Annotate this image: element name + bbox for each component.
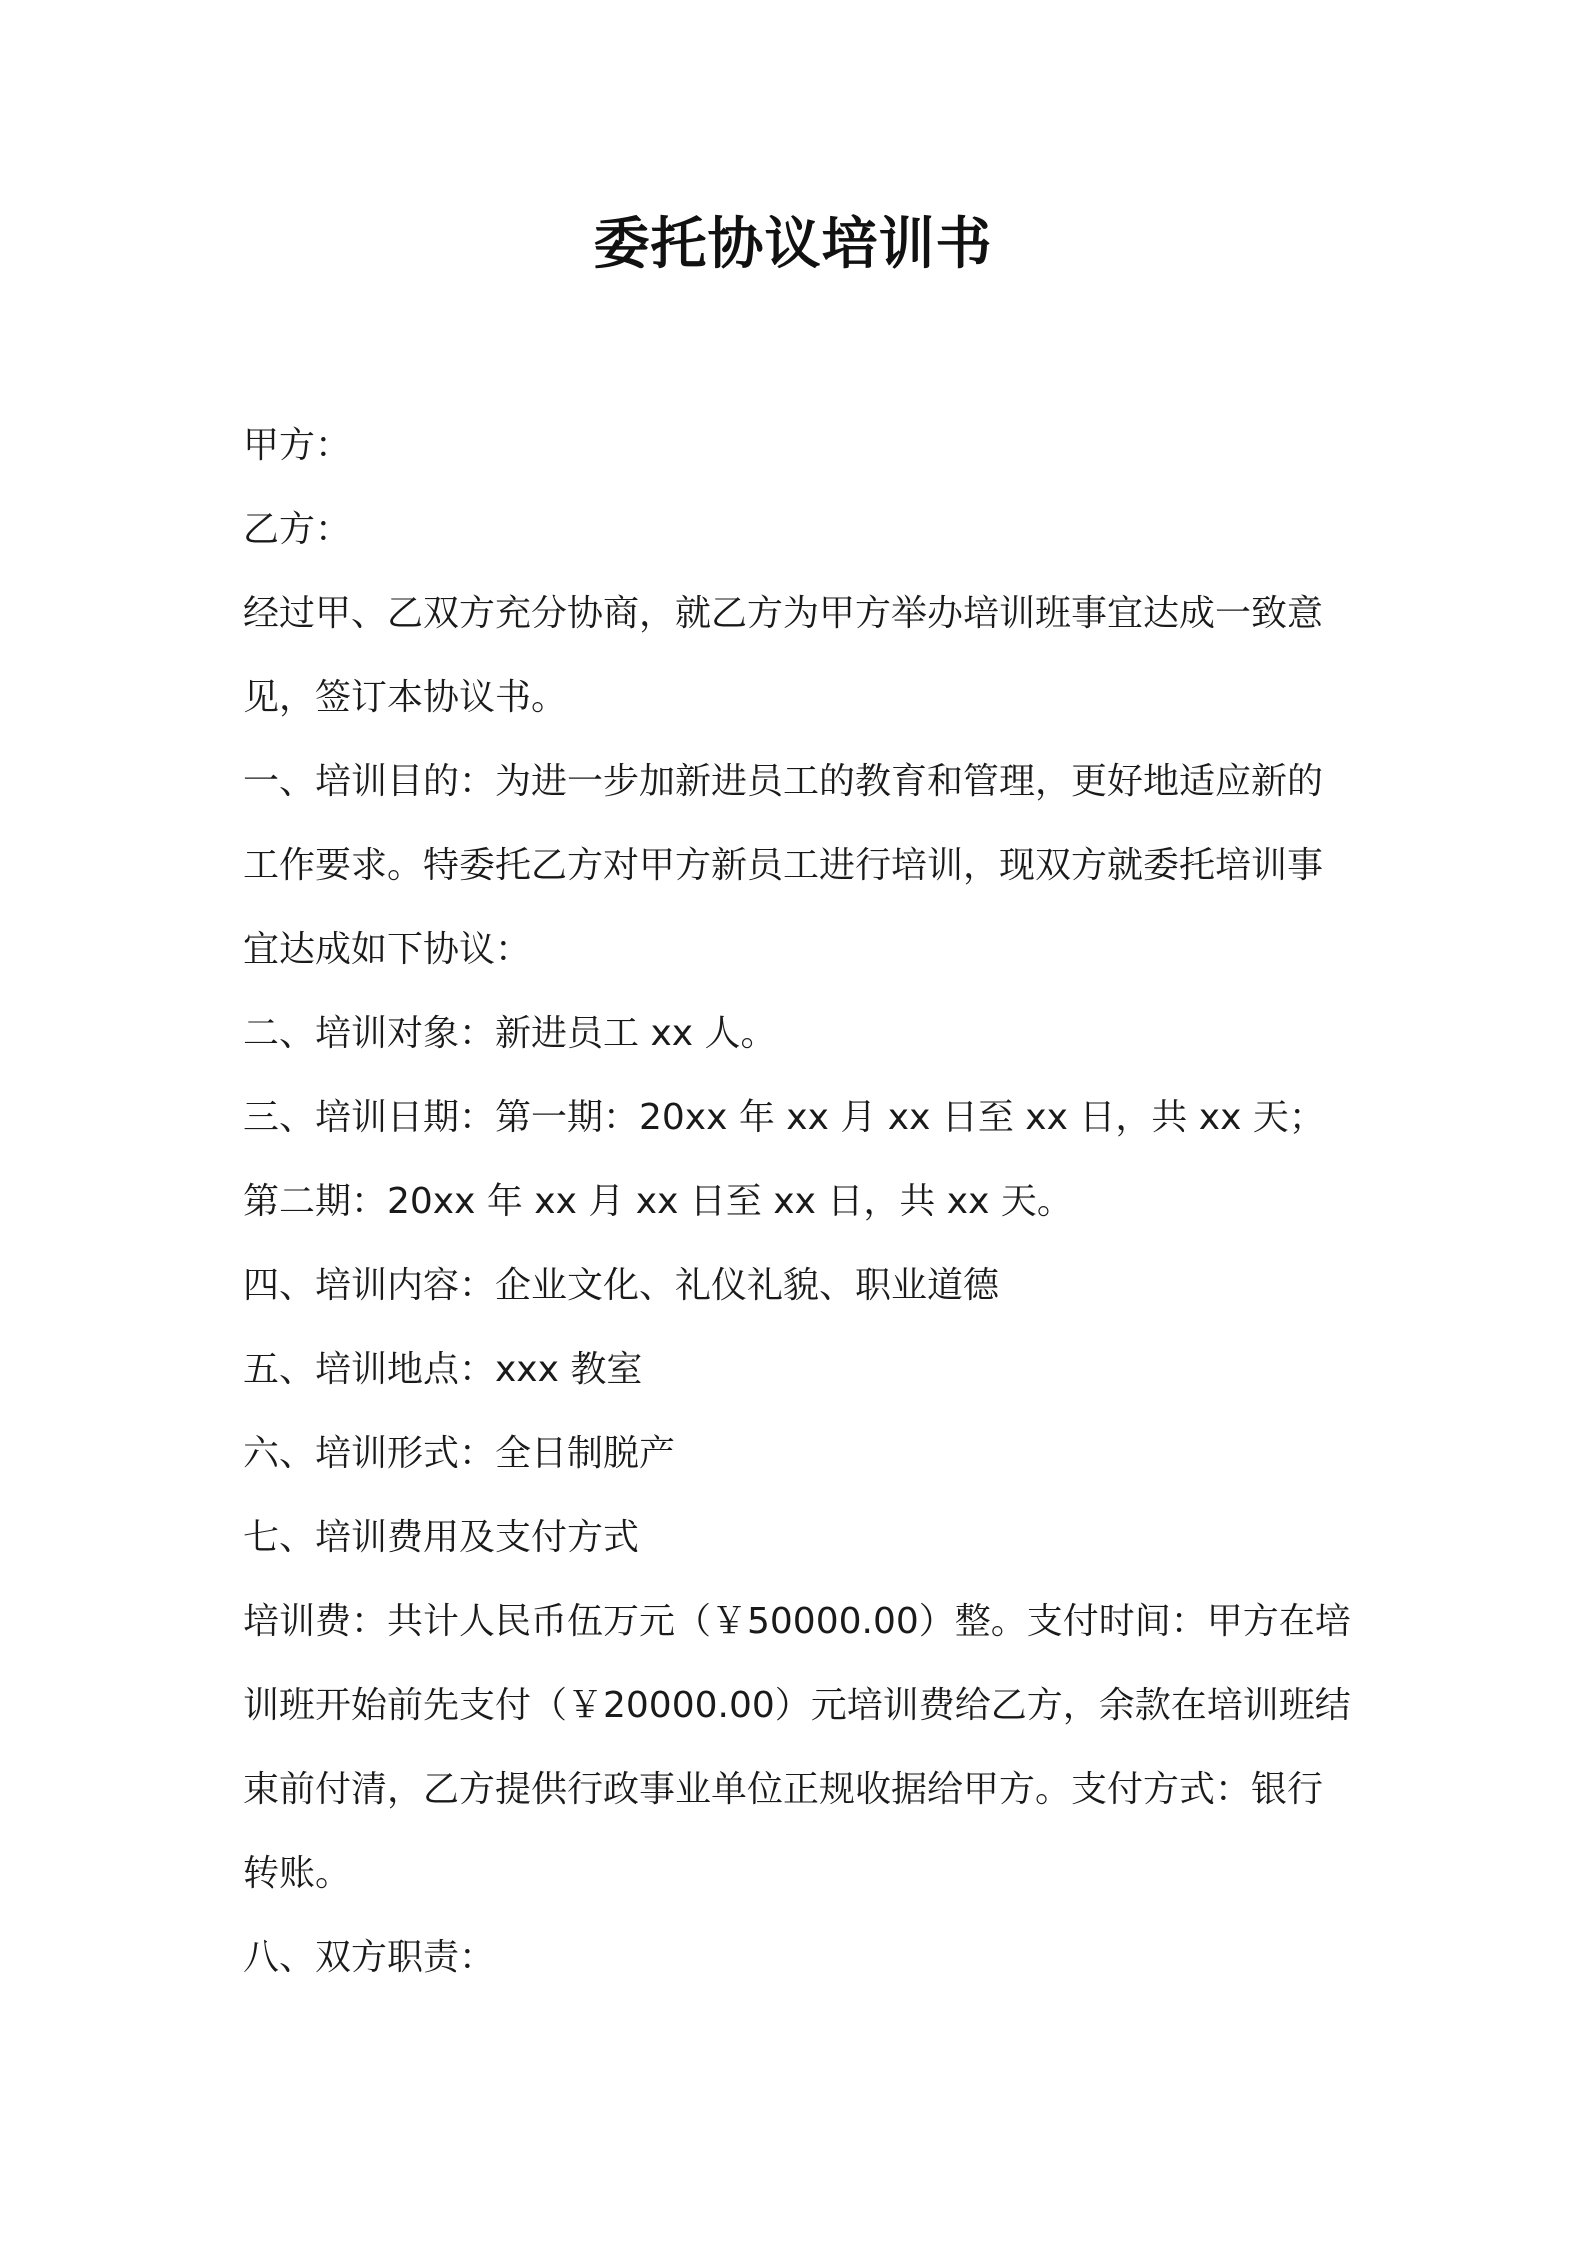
party-b-line: 乙方： [243, 509, 352, 550]
clause-training-purpose: 一、培训目的：为进一步加新进员工的教育和管理，更好地适应新的工作要求。特委托乙方对甲方新员工进行培训，现双方就委托培训事宜达成如下协议： [243, 761, 1324, 970]
document-body [243, 404, 1353, 2000]
clause-responsibilities-heading: 八、双方职责： [243, 1937, 496, 1978]
clause-fees-detail: 培训费：共计人民币伍万元（￥50000.00）整。支付时间：甲方在培训班开始前先支付（￥20000.00）元培训费给乙方，余款在培训班结束前付清，乙方提供行政事业单位正规收据给甲方。支付方式：银行转账。 [243, 1601, 1351, 1894]
clause-training-location: 五、培训地点：xxx 教室 [243, 1349, 643, 1390]
clause-training-target: 二、培训对象：新进员工 xx 人。 [243, 1013, 777, 1054]
party-a-line: 甲方： [243, 425, 352, 466]
document-title: 委托协议培训书 [593, 212, 993, 277]
clause-training-format: 六、培训形式：全日制脱产 [243, 1433, 676, 1474]
clause-training-content: 四、培训内容：企业文化、礼仪礼貌、职业道德 [243, 1265, 1000, 1306]
preamble-paragraph: 经过甲、乙双方充分协商，就乙方为甲方举办培训班事宜达成一致意见，签订本协议书。 [243, 593, 1324, 718]
clause-training-dates: 三、培训日期：第一期：20xx 年 xx 月 xx 日至 xx 日，共 xx 天；第二期：20xx 年 xx 月 xx 日至 xx 日，共 xx 天。 [243, 1097, 1325, 1222]
clause-fees-heading: 七、培训费用及支付方式 [243, 1517, 640, 1558]
